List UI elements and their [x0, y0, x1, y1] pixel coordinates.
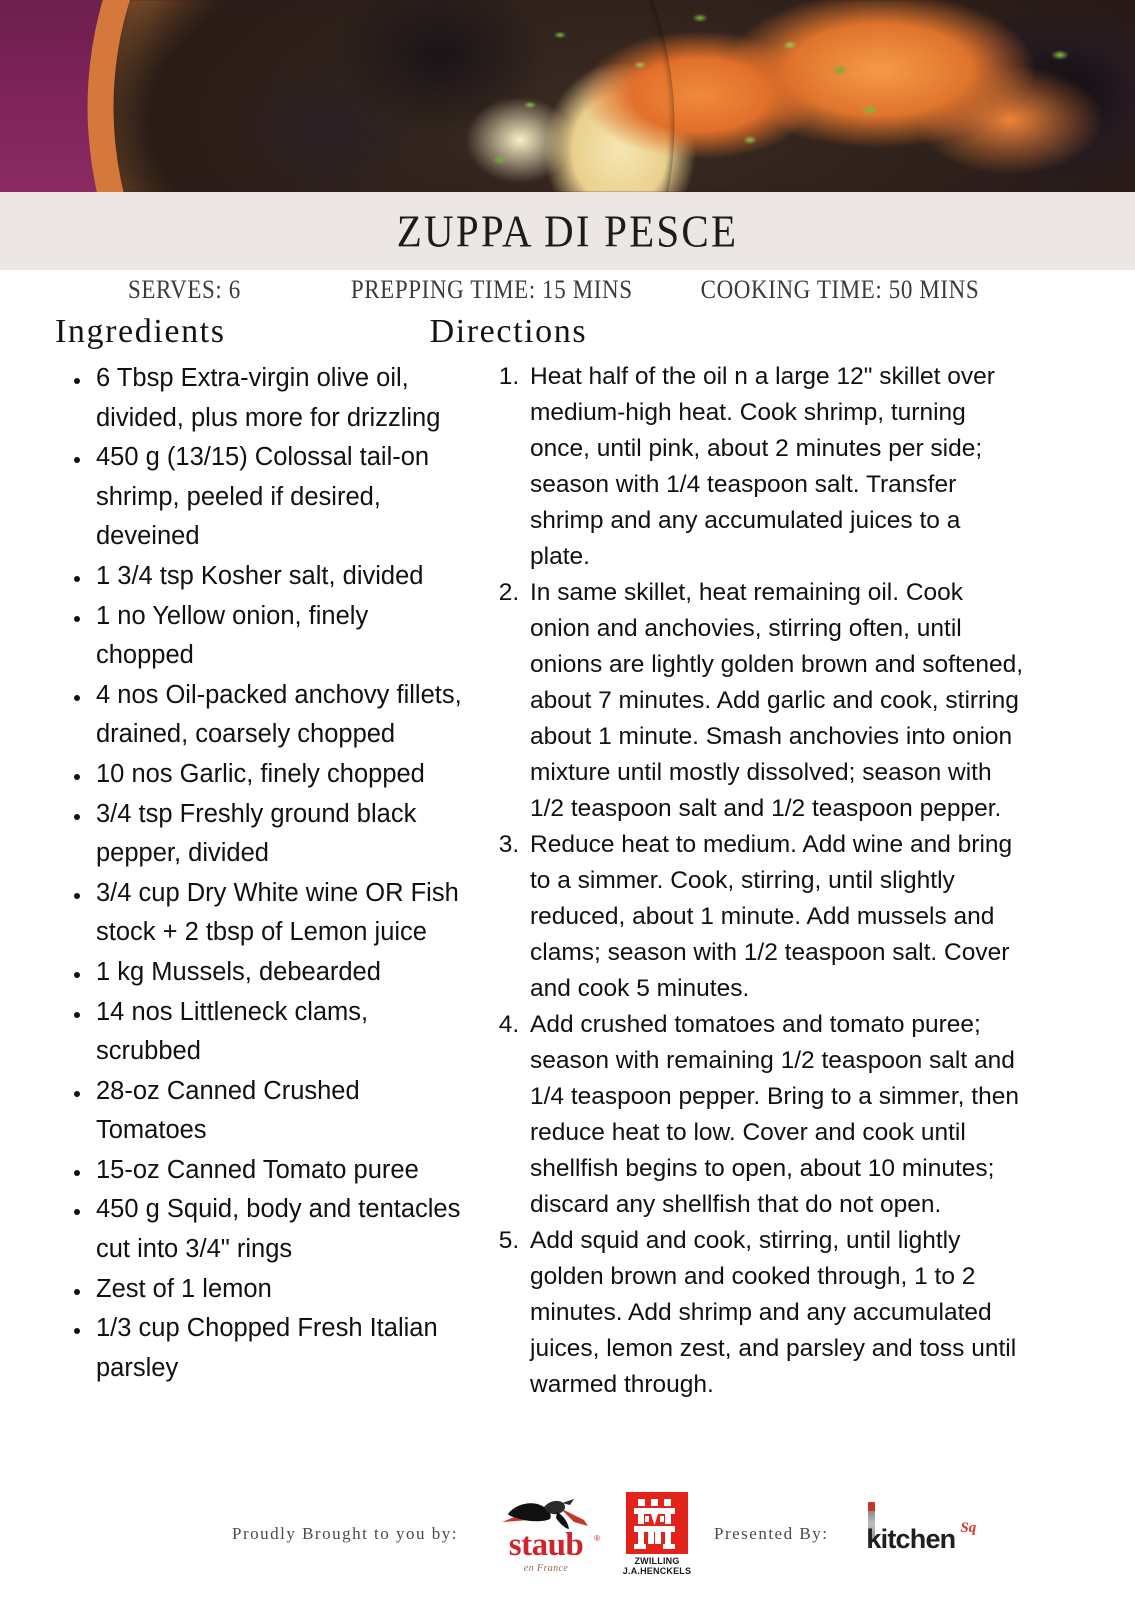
recipe-body: [0, 359, 1135, 1403]
list-item: • 28-oz Canned Crushed Tomatoes: [92, 1072, 470, 1151]
directions-heading: Directions: [429, 313, 588, 350]
ingredients-heading: Ingredients: [55, 313, 226, 350]
meta-cooking-time: COOKING TIME: 50 MINS: [700, 275, 980, 304]
meta-serves: SERVES: 6: [128, 275, 241, 304]
list-item: • 10 nos Garlic, finely chopped: [92, 755, 470, 795]
zwilling-wordmark: [622, 1556, 692, 1576]
list-item: • 3/4 cup Dry White wine OR Fish stock + 2 tbsp of Lemon juice: [92, 874, 470, 953]
list-item: • 14 nos Littleneck clams, scrubbed: [92, 993, 470, 1072]
list-item: • 450 g (13/15) Colossal tail-on shrimp, peeled if desired, deveined: [92, 438, 470, 557]
list-item: • 450 g Squid, body and tentacles cut into 3/4" rings: [92, 1190, 470, 1269]
presented-by-label: Presented By:: [714, 1524, 829, 1543]
hero-image: [0, 0, 1135, 192]
footer: [0, 1476, 1135, 1586]
list-item: • Zest of 1 lemon: [92, 1270, 470, 1310]
recipe-meta-row: [0, 270, 1135, 305]
photo-background-magenta: [0, 0, 100, 192]
section-headings-row: [0, 313, 1135, 351]
list-item: • 1 no Yellow onion, finely chopped: [92, 597, 470, 676]
brought-by-label: Proudly Brought to you by:: [232, 1524, 459, 1543]
staub-wordmark: staub: [508, 1527, 584, 1563]
zwilling-logo: [622, 1492, 692, 1580]
staub-tagline: en France: [523, 1563, 569, 1574]
list-item: 4. Add crushed tomatoes and tomato puree; season with remaining 1/2 teaspoon salt and 1/4 teaspoon pepper. Bring to a simmer, then reduce heat to low. Cover and cook until shellfish begins to open, about 10 minutes; discard any shellfish that do not open.: [526, 1007, 1025, 1223]
list-item: • 15-oz Canned Tomato puree: [92, 1151, 470, 1191]
staub-logo: [492, 1494, 600, 1580]
terracotta-bowl-rim: [54, 0, 735, 192]
list-item: • 6 Tbsp Extra-virgin olive oil, divided, plus more for drizzling: [92, 359, 470, 438]
kitchensq-superscript: Sq: [960, 1520, 977, 1536]
list-item: • 1/3 cup Chopped Fresh Italian parsley: [92, 1309, 470, 1388]
directions-column: [470, 359, 1025, 1403]
meta-prepping-time: PREPPING TIME: 15 MINS: [350, 275, 633, 304]
list-item: 5. Add squid and cook, stirring, until lightly golden brown and cooked through, 1 to 2 minutes. Add shrimp and any accumulated juices, lemon zest, and parsley and toss until warmed through.: [526, 1223, 1025, 1403]
list-item: • 1 3/4 tsp Kosher salt, divided: [92, 557, 470, 597]
list-item: 1. Heat half of the oil n a large 12" skillet over medium-high heat. Cook shrimp, turning once, until pink, about 2 minutes per side; season with 1/4 teaspoon salt. Transfer shrimp and any accumulated juices to a plate.: [526, 359, 1025, 575]
list-item: • 1 kg Mussels, debearded: [92, 953, 470, 993]
title-band: [0, 192, 1135, 270]
list-item: 3. Reduce heat to medium. Add wine and bring to a simmer. Cook, stirring, until slightly reduced, about 1 minute. Add mussels and clams; season with 1/2 teaspoon salt. Cover and cook 5 minutes.: [526, 827, 1025, 1007]
ingredients-column: [0, 359, 470, 1388]
list-item: • 3/4 tsp Freshly ground black pepper, divided: [92, 795, 470, 874]
list-item: • 4 nos Oil-packed anchovy fillets, drained, coarsely chopped: [92, 676, 470, 755]
list-item: 2. In same skillet, heat remaining oil. Cook onion and anchovies, stirring often, until onions are lightly golden brown and softened, about 7 minutes. Add garlic and cook, stirring about 1 minute. Smash anchovies into onion mixture until mostly dissolved; season with 1/2 teaspoon salt and 1/2 teaspoon pepper.: [526, 575, 1025, 827]
kitchensq-logo: [862, 1496, 977, 1568]
kitchensq-wordmark: kitchen: [866, 1524, 956, 1554]
zwilling-twins-icon: [626, 1492, 688, 1554]
ingredients-list: [52, 359, 470, 1388]
staub-registered-mark: ®: [594, 1534, 601, 1543]
page-title: ZUPPA DI PESCE: [396, 205, 739, 257]
directions-list: [482, 359, 1025, 1403]
zwilling-line-2: J.A.HENCKELS: [622, 1566, 692, 1576]
zwilling-line-1: ZWILLING: [634, 1556, 680, 1566]
